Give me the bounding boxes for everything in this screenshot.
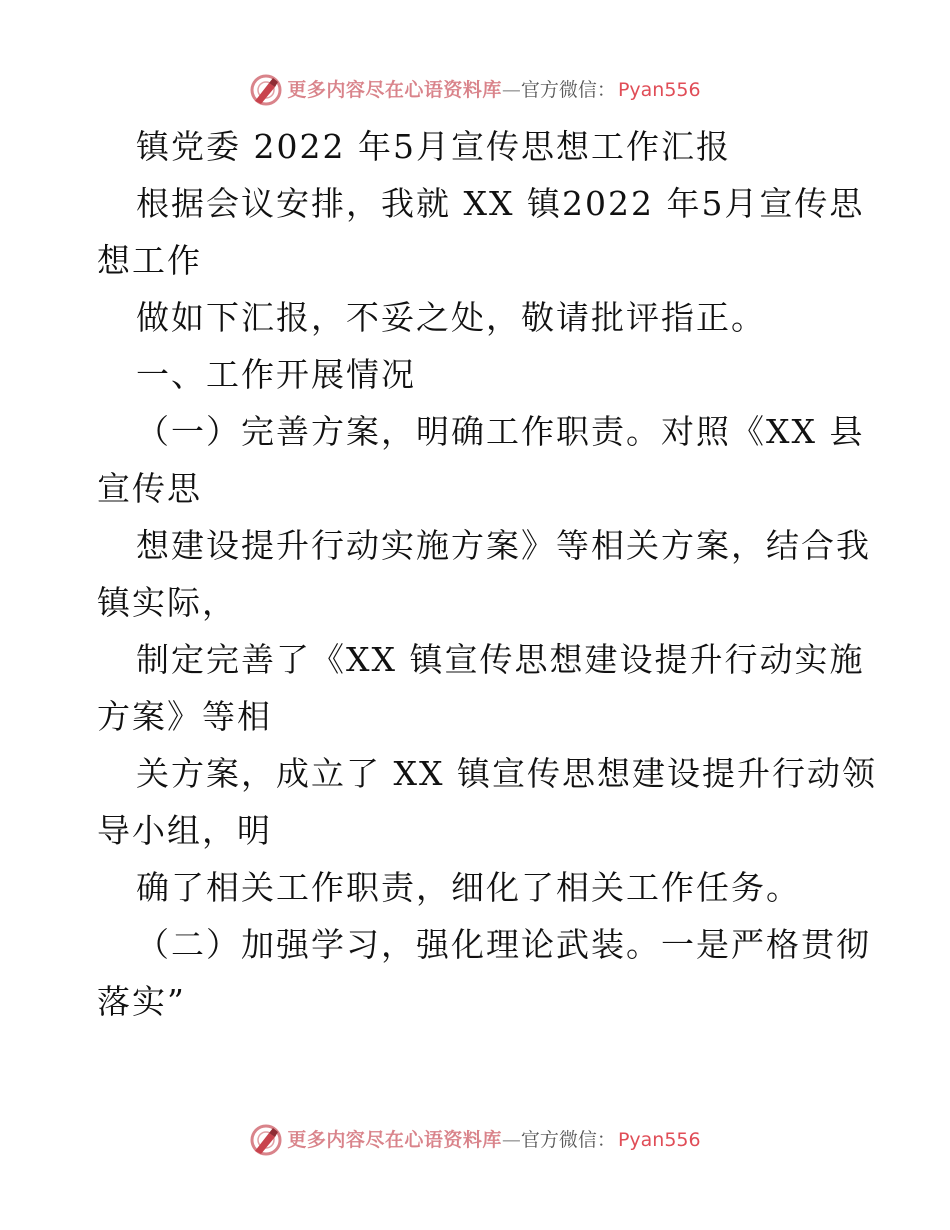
paragraph-line: （二）加强学习，强化理论武装。一是严格贯彻 <box>136 925 871 964</box>
paragraph-line: 镇实际， <box>97 583 237 622</box>
document-body <box>97 118 877 1030</box>
section-heading: 一、工作开展情况 <box>136 355 416 394</box>
watermark-main-text: 更多内容尽在心语资料库 <box>287 78 502 101</box>
document-title: 镇党委 2022 年5月宣传思想工作汇报 <box>136 127 731 166</box>
watermark-top <box>0 70 950 110</box>
watermark-wechat-label: 官方微信： <box>520 78 616 101</box>
watermark-bottom <box>0 1120 950 1160</box>
watermark-wechat-label: 官方微信： <box>520 1128 616 1151</box>
paragraph-line: 想工作 <box>97 241 202 280</box>
paragraph-line: 制定完善了《XX 镇宣传思想建设提升行动实施 <box>136 640 865 679</box>
paragraph-line: 宣传思 <box>97 469 202 508</box>
paragraph-line: （一）完善方案，明确工作职责。对照《XX 县 <box>136 412 865 451</box>
paragraph-line: 根据会议安排，我就 XX 镇2022 年5月宣传思 <box>136 184 865 223</box>
paragraph-line: 确了相关工作职责，细化了相关工作任务。 <box>136 868 801 907</box>
pen-logo-icon <box>249 73 283 107</box>
watermark-main-text: 更多内容尽在心语资料库 <box>287 1128 502 1151</box>
watermark-wechat-id: Pyan556 <box>617 78 701 101</box>
pen-logo-icon <box>249 1123 283 1157</box>
paragraph-line: 方案》等相 <box>97 697 272 736</box>
watermark-dash: — <box>501 78 521 101</box>
paragraph-line: 关方案，成立了 XX 镇宣传思想建设提升行动领 <box>136 754 877 793</box>
paragraph-line: 做如下汇报，不妥之处，敬请批评指正。 <box>136 298 766 337</box>
paragraph-line: 落实” <box>97 982 186 1021</box>
paragraph-line: 导小组，明 <box>97 811 272 850</box>
paragraph-line: 想建设提升行动实施方案》等相关方案，结合我 <box>136 526 871 565</box>
watermark-wechat-id: Pyan556 <box>617 1128 701 1151</box>
watermark-dash: — <box>501 1128 521 1151</box>
